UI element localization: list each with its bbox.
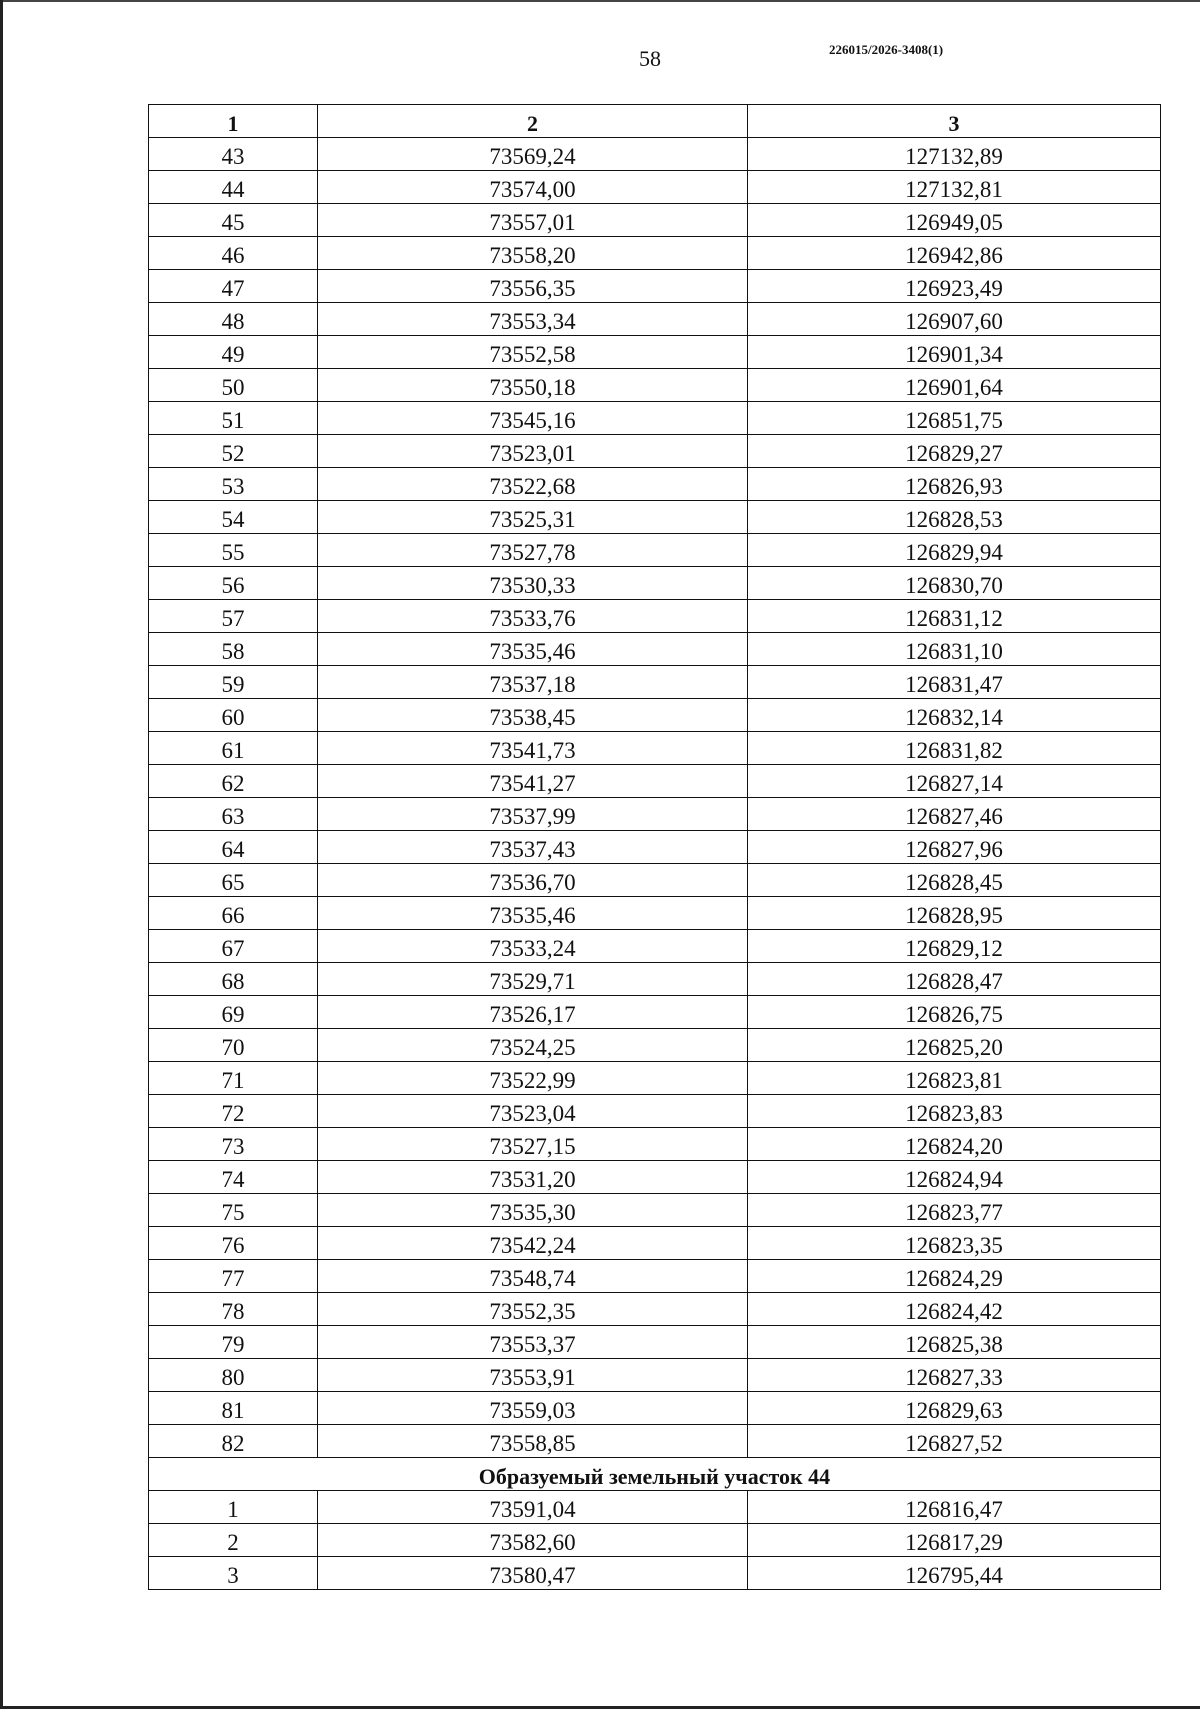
y-coordinate-cell: 126923,49 — [748, 270, 1161, 303]
point-number-cell: 77 — [149, 1260, 318, 1293]
point-number-cell: 52 — [149, 435, 318, 468]
y-coordinate-cell: 126901,64 — [748, 369, 1161, 402]
table-row — [149, 798, 1161, 831]
x-coordinate-cell: 73522,99 — [318, 1062, 748, 1095]
x-coordinate-cell: 73541,27 — [318, 765, 748, 798]
section-title: Образуемый земельный участок 44 — [149, 1458, 1161, 1491]
y-coordinate-cell: 126831,82 — [748, 732, 1161, 765]
x-coordinate-cell: 73541,73 — [318, 732, 748, 765]
y-coordinate-cell: 126829,94 — [748, 534, 1161, 567]
y-coordinate-cell: 126826,75 — [748, 996, 1161, 1029]
point-number-cell: 60 — [149, 699, 318, 732]
y-coordinate-cell: 126829,63 — [748, 1392, 1161, 1425]
table-row — [149, 435, 1161, 468]
point-number-cell: 58 — [149, 633, 318, 666]
x-coordinate-cell: 73558,85 — [318, 1425, 748, 1458]
table-row — [149, 369, 1161, 402]
scan-edge-top — [0, 0, 1200, 2]
point-number-cell: 47 — [149, 270, 318, 303]
y-coordinate-cell: 126907,60 — [748, 303, 1161, 336]
point-number-cell: 66 — [149, 897, 318, 930]
point-number-cell: 74 — [149, 1161, 318, 1194]
table-row — [149, 534, 1161, 567]
table-row — [149, 171, 1161, 204]
x-coordinate-cell: 73553,34 — [318, 303, 748, 336]
point-number-cell: 44 — [149, 171, 318, 204]
point-number-cell: 73 — [149, 1128, 318, 1161]
table-row — [149, 1491, 1161, 1524]
x-coordinate-cell: 73550,18 — [318, 369, 748, 402]
point-number-cell: 3 — [149, 1557, 318, 1590]
y-coordinate-cell: 126827,96 — [748, 831, 1161, 864]
table-row — [149, 1029, 1161, 1062]
x-coordinate-cell: 73556,35 — [318, 270, 748, 303]
y-coordinate-cell: 127132,89 — [748, 138, 1161, 171]
point-number-cell: 1 — [149, 1491, 318, 1524]
y-coordinate-cell: 126823,35 — [748, 1227, 1161, 1260]
y-coordinate-cell: 126795,44 — [748, 1557, 1161, 1590]
x-coordinate-cell: 73535,46 — [318, 633, 748, 666]
x-coordinate-cell: 73537,99 — [318, 798, 748, 831]
x-coordinate-cell: 73553,91 — [318, 1359, 748, 1392]
point-number-cell: 63 — [149, 798, 318, 831]
y-coordinate-cell: 126829,12 — [748, 930, 1161, 963]
y-coordinate-cell: 126828,53 — [748, 501, 1161, 534]
point-number-cell: 65 — [149, 864, 318, 897]
y-coordinate-cell: 126828,47 — [748, 963, 1161, 996]
point-number-cell: 53 — [149, 468, 318, 501]
x-coordinate-cell: 73530,33 — [318, 567, 748, 600]
point-number-cell: 54 — [149, 501, 318, 534]
section-rows-body — [149, 1491, 1161, 1590]
table-row — [149, 930, 1161, 963]
point-number-cell: 62 — [149, 765, 318, 798]
table-row — [149, 1260, 1161, 1293]
point-number-cell: 68 — [149, 963, 318, 996]
y-coordinate-cell: 126831,12 — [748, 600, 1161, 633]
point-number-cell: 76 — [149, 1227, 318, 1260]
x-coordinate-cell: 73536,70 — [318, 864, 748, 897]
table-row — [149, 699, 1161, 732]
y-coordinate-cell: 126823,77 — [748, 1194, 1161, 1227]
x-coordinate-cell: 73591,04 — [318, 1491, 748, 1524]
y-coordinate-cell: 126827,14 — [748, 765, 1161, 798]
x-coordinate-cell: 73545,16 — [318, 402, 748, 435]
point-number-cell: 64 — [149, 831, 318, 864]
table-row — [149, 1425, 1161, 1458]
table-row — [149, 1524, 1161, 1557]
point-number-cell: 50 — [149, 369, 318, 402]
x-coordinate-cell: 73538,45 — [318, 699, 748, 732]
point-number-cell: 69 — [149, 996, 318, 1029]
table-header-row — [149, 105, 1161, 138]
y-coordinate-cell: 126824,20 — [748, 1128, 1161, 1161]
point-number-cell: 56 — [149, 567, 318, 600]
table-row — [149, 1095, 1161, 1128]
point-number-cell: 2 — [149, 1524, 318, 1557]
x-coordinate-cell: 73574,00 — [318, 171, 748, 204]
point-number-cell: 46 — [149, 237, 318, 270]
x-coordinate-cell: 73537,43 — [318, 831, 748, 864]
x-coordinate-cell: 73526,17 — [318, 996, 748, 1029]
y-coordinate-cell: 126824,42 — [748, 1293, 1161, 1326]
table-row — [149, 864, 1161, 897]
y-coordinate-cell: 126824,29 — [748, 1260, 1161, 1293]
y-coordinate-cell: 126824,94 — [748, 1161, 1161, 1194]
y-coordinate-cell: 126829,27 — [748, 435, 1161, 468]
table-row — [149, 897, 1161, 930]
table-row — [149, 402, 1161, 435]
x-coordinate-cell: 73582,60 — [318, 1524, 748, 1557]
x-coordinate-cell: 73558,20 — [318, 237, 748, 270]
point-number-cell: 80 — [149, 1359, 318, 1392]
column-header: 2 — [318, 105, 748, 138]
x-coordinate-cell: 73548,74 — [318, 1260, 748, 1293]
x-coordinate-cell: 73523,04 — [318, 1095, 748, 1128]
point-number-cell: 61 — [149, 732, 318, 765]
point-number-cell: 43 — [149, 138, 318, 171]
section-body — [149, 1458, 1161, 1491]
x-coordinate-cell: 73533,24 — [318, 930, 748, 963]
table-row — [149, 237, 1161, 270]
y-coordinate-cell: 126827,33 — [748, 1359, 1161, 1392]
table-body — [149, 138, 1161, 1458]
x-coordinate-cell: 73525,31 — [318, 501, 748, 534]
y-coordinate-cell: 126831,10 — [748, 633, 1161, 666]
x-coordinate-cell: 73522,68 — [318, 468, 748, 501]
point-number-cell: 48 — [149, 303, 318, 336]
x-coordinate-cell: 73569,24 — [318, 138, 748, 171]
x-coordinate-cell: 73553,37 — [318, 1326, 748, 1359]
point-number-cell: 59 — [149, 666, 318, 699]
x-coordinate-cell: 73557,01 — [318, 204, 748, 237]
table-row — [149, 270, 1161, 303]
table-row — [149, 732, 1161, 765]
point-number-cell: 49 — [149, 336, 318, 369]
document-code: 226015/2026-3408(1) — [829, 42, 944, 57]
coordinates-table — [148, 104, 1161, 1590]
page-number: 58 — [639, 46, 661, 71]
point-number-cell: 57 — [149, 600, 318, 633]
table-row — [149, 765, 1161, 798]
y-coordinate-cell: 126817,29 — [748, 1524, 1161, 1557]
y-coordinate-cell: 126826,93 — [748, 468, 1161, 501]
y-coordinate-cell: 126825,38 — [748, 1326, 1161, 1359]
table-row — [149, 1293, 1161, 1326]
table-row — [149, 1194, 1161, 1227]
point-number-cell: 78 — [149, 1293, 318, 1326]
y-coordinate-cell: 126949,05 — [748, 204, 1161, 237]
x-coordinate-cell: 73529,71 — [318, 963, 748, 996]
x-coordinate-cell: 73535,46 — [318, 897, 748, 930]
x-coordinate-cell: 73527,78 — [318, 534, 748, 567]
x-coordinate-cell: 73527,15 — [318, 1128, 748, 1161]
table-row — [149, 1062, 1161, 1095]
table-row — [149, 336, 1161, 369]
y-coordinate-cell: 126825,20 — [748, 1029, 1161, 1062]
section-title-row — [149, 1458, 1161, 1491]
point-number-cell: 70 — [149, 1029, 318, 1062]
table-row — [149, 567, 1161, 600]
table-row — [149, 666, 1161, 699]
point-number-cell: 79 — [149, 1326, 318, 1359]
table-row — [149, 831, 1161, 864]
x-coordinate-cell: 73542,24 — [318, 1227, 748, 1260]
point-number-cell: 72 — [149, 1095, 318, 1128]
y-coordinate-cell: 126828,45 — [748, 864, 1161, 897]
scan-edge-left — [0, 0, 3, 1709]
y-coordinate-cell: 126823,83 — [748, 1095, 1161, 1128]
column-header: 1 — [149, 105, 318, 138]
y-coordinate-cell: 126828,95 — [748, 897, 1161, 930]
y-coordinate-cell: 126942,86 — [748, 237, 1161, 270]
table-row — [149, 1128, 1161, 1161]
point-number-cell: 81 — [149, 1392, 318, 1425]
point-number-cell: 71 — [149, 1062, 318, 1095]
table-row — [149, 1326, 1161, 1359]
y-coordinate-cell: 126901,34 — [748, 336, 1161, 369]
y-coordinate-cell: 126830,70 — [748, 567, 1161, 600]
table-row — [149, 138, 1161, 171]
point-number-cell: 55 — [149, 534, 318, 567]
table-row — [149, 1392, 1161, 1425]
x-coordinate-cell: 73523,01 — [318, 435, 748, 468]
table-row — [149, 1161, 1161, 1194]
x-coordinate-cell: 73533,76 — [318, 600, 748, 633]
table-row — [149, 303, 1161, 336]
y-coordinate-cell: 126823,81 — [748, 1062, 1161, 1095]
y-coordinate-cell: 126851,75 — [748, 402, 1161, 435]
y-coordinate-cell: 126832,14 — [748, 699, 1161, 732]
table-row — [149, 204, 1161, 237]
table-row — [149, 600, 1161, 633]
y-coordinate-cell: 126831,47 — [748, 666, 1161, 699]
x-coordinate-cell: 73531,20 — [318, 1161, 748, 1194]
table-row — [149, 1359, 1161, 1392]
x-coordinate-cell: 73559,03 — [318, 1392, 748, 1425]
point-number-cell: 67 — [149, 930, 318, 963]
y-coordinate-cell: 126827,52 — [748, 1425, 1161, 1458]
x-coordinate-cell: 73580,47 — [318, 1557, 748, 1590]
y-coordinate-cell: 126816,47 — [748, 1491, 1161, 1524]
x-coordinate-cell: 73524,25 — [318, 1029, 748, 1062]
table-row — [149, 1557, 1161, 1590]
table-row — [149, 963, 1161, 996]
y-coordinate-cell: 127132,81 — [748, 171, 1161, 204]
x-coordinate-cell: 73537,18 — [318, 666, 748, 699]
x-coordinate-cell: 73552,58 — [318, 336, 748, 369]
y-coordinate-cell: 126827,46 — [748, 798, 1161, 831]
point-number-cell: 51 — [149, 402, 318, 435]
table-row — [149, 996, 1161, 1029]
x-coordinate-cell: 73535,30 — [318, 1194, 748, 1227]
table-row — [149, 633, 1161, 666]
table-row — [149, 1227, 1161, 1260]
point-number-cell: 82 — [149, 1425, 318, 1458]
table-row — [149, 468, 1161, 501]
point-number-cell: 45 — [149, 204, 318, 237]
point-number-cell: 75 — [149, 1194, 318, 1227]
column-header: 3 — [748, 105, 1161, 138]
x-coordinate-cell: 73552,35 — [318, 1293, 748, 1326]
table-row — [149, 501, 1161, 534]
